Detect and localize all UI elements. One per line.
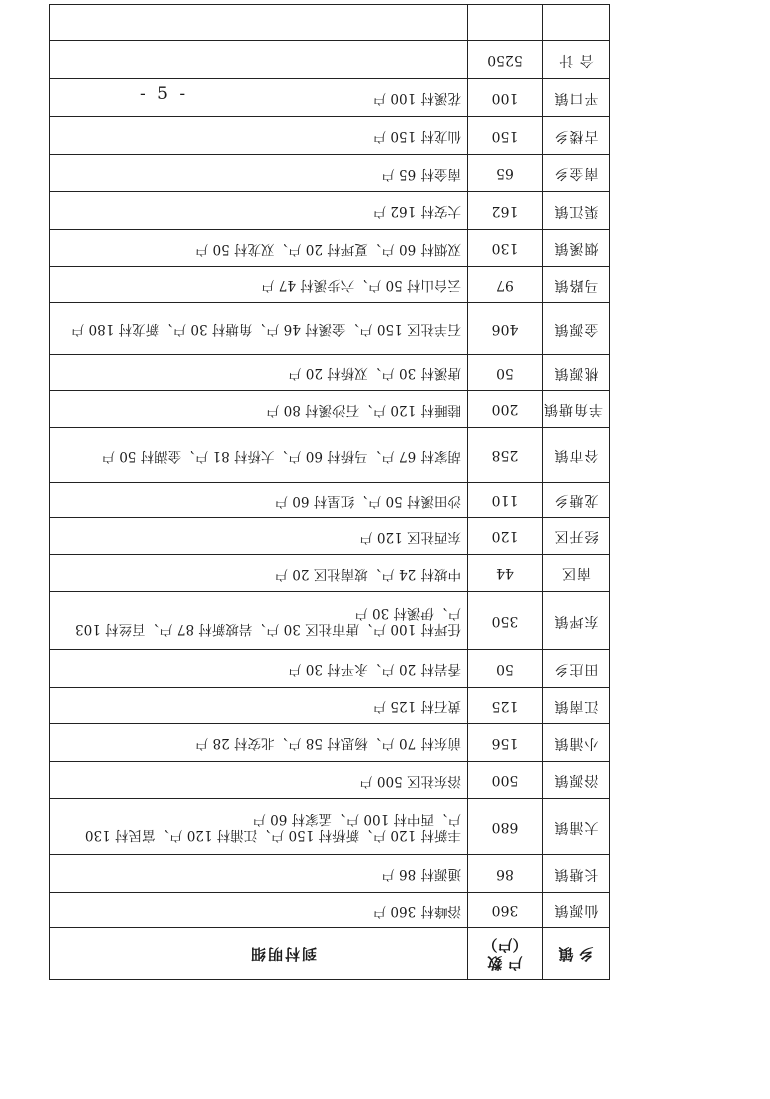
upside-down-table	[50, 51, 610, 980]
table-cell-count: 65	[468, 155, 543, 192]
table-row	[50, 428, 610, 483]
table-row	[50, 855, 610, 893]
table-row	[50, 518, 610, 555]
table-empty-row	[50, 5, 610, 41]
table-row	[50, 483, 610, 518]
table-cell-detail: 石羊社区 150 户、金溪村 46 户、角塘村 30 户、新龙村 180 户	[50, 303, 468, 355]
table-cell-count: 500	[468, 762, 543, 799]
table-cell-count: 406	[468, 303, 543, 355]
table-cell-town: 经开区	[543, 518, 610, 555]
table-cell-count: 44	[468, 555, 543, 592]
table-cell-count: 110	[468, 483, 543, 518]
table-row	[50, 592, 610, 650]
table-cell-count: 156	[468, 724, 543, 762]
household-table	[49, 4, 610, 980]
table-cell-town: 渠江镇	[543, 192, 610, 230]
table-cell-town: 龙塘乡	[543, 483, 610, 518]
table-row	[50, 893, 610, 928]
table-row	[50, 555, 610, 592]
table-cell-detail: 黄石村 125 户	[50, 688, 468, 724]
table-cell-count: 86	[468, 855, 543, 893]
table-row	[50, 41, 610, 79]
table-cell-detail: 双烟村 60 户、夏坪村 20 户、双龙村 50 户	[50, 230, 468, 267]
empty-cell	[468, 5, 543, 41]
table-row	[50, 303, 610, 355]
table-cell-town: 南区	[543, 555, 610, 592]
table-row	[50, 192, 610, 230]
table-cell-count: 50	[468, 355, 543, 391]
table-row	[50, 650, 610, 688]
table-cell-count: 162	[468, 192, 543, 230]
table-cell-town: 仙源镇	[543, 893, 610, 928]
table-cell-count: 50	[468, 650, 543, 688]
table-cell-detail: 胡家村 67 户、马桥村 60 户、大桥村 81 户、金湖村 50 户	[50, 428, 468, 483]
table-cell-town: 桃源镇	[543, 355, 610, 391]
table-row	[50, 391, 610, 428]
table-row	[50, 267, 610, 303]
table-cell-town: 平口镇	[543, 79, 610, 117]
table-cell-detail: 任坪村 100 户、唐市社区 30 户、岩坡新村 87 户、百丝村 103 户、伊溪村 30 户	[50, 592, 468, 650]
table-cell-detail	[50, 41, 468, 79]
empty-cell	[50, 5, 468, 41]
table-cell-count: 130	[468, 230, 543, 267]
table-cell-count: 150	[468, 117, 543, 155]
table-cell-town: 烟溪镇	[543, 230, 610, 267]
table-cell-town: 南金乡	[543, 155, 610, 192]
table-row	[50, 762, 610, 799]
table-cell-town: 田庄乡	[543, 650, 610, 688]
page-number: - 5 -	[140, 84, 189, 104]
table-cell-count: 100	[468, 79, 543, 117]
rotated-table-region	[50, 51, 610, 980]
table-cell-town: 长塘镇	[543, 855, 610, 893]
table-cell-town: 江南镇	[543, 688, 610, 724]
table-cell-count: 258	[468, 428, 543, 483]
table-row	[50, 688, 610, 724]
empty-cell	[543, 5, 610, 41]
table-cell-town: 金源镇	[543, 303, 610, 355]
table-cell-detail: 沙田溪村 50 户、红星村 60 户	[50, 483, 468, 518]
column-header: 到村明细	[50, 928, 468, 980]
column-header: 户 数（户）	[468, 928, 543, 980]
table-cell-detail: 浴峰村 360 户	[50, 893, 468, 928]
table-cell-detail: 睦睡村 120 户、石沙溪村 80 户	[50, 391, 468, 428]
table-cell-town: 羊角塘镇	[543, 391, 610, 428]
table-cell-detail: 前东村 70 户、杨思村 58 户、北安村 28 户	[50, 724, 468, 762]
table-cell-detail: 通源村 86 户	[50, 855, 468, 893]
table-cell-detail: 花溪村 100 户	[50, 79, 468, 117]
table-cell-detail: 香岩村 20 户、永平村 30 户	[50, 650, 468, 688]
table-cell-detail: 浴东社区 500 户	[50, 762, 468, 799]
table-row	[50, 117, 610, 155]
table-cell-detail: 云台山村 50 户、六步溪村 47 户	[50, 267, 468, 303]
table-cell-town: 东坪镇	[543, 592, 610, 650]
table-cell-town: 小浦镇	[543, 724, 610, 762]
table-cell-town: 马路镇	[543, 267, 610, 303]
table-header-row	[50, 928, 610, 980]
table-cell-detail: 唐溪村 30 户、双桥村 20 户	[50, 355, 468, 391]
table-cell-detail: 大安村 162 户	[50, 192, 468, 230]
table-cell-detail: 南金村 65 户	[50, 155, 468, 192]
table-row	[50, 79, 610, 117]
table-cell-count: 5250	[468, 41, 543, 79]
table-row	[50, 799, 610, 855]
table-cell-detail: 仙龙村 150 户	[50, 117, 468, 155]
table-cell-count: 350	[468, 592, 543, 650]
table-cell-count: 97	[468, 267, 543, 303]
table-row	[50, 355, 610, 391]
table-cell-detail: 东西社区 120 户	[50, 518, 468, 555]
table-cell-town: 大浦镇	[543, 799, 610, 855]
table-cell-town: 谷市镇	[543, 428, 610, 483]
column-header: 乡 镇	[543, 928, 610, 980]
table-cell-count: 120	[468, 518, 543, 555]
table-cell-count: 680	[468, 799, 543, 855]
table-cell-count: 360	[468, 893, 543, 928]
table-cell-town: 古楼乡	[543, 117, 610, 155]
table-cell-town: 合 计	[543, 41, 610, 79]
table-cell-detail: 中坡村 24 户、坡南社区 20 户	[50, 555, 468, 592]
table-cell-detail: 丰新村 120 户、新桥村 150 户、江浦村 120 户、富民村 130 户、西中村 100 户、孟家村 60 户	[50, 799, 468, 855]
table-cell-count: 125	[468, 688, 543, 724]
table-cell-count: 200	[468, 391, 543, 428]
table-cell-town: 浴源镇	[543, 762, 610, 799]
table-row	[50, 155, 610, 192]
table-row	[50, 230, 610, 267]
table-row	[50, 724, 610, 762]
